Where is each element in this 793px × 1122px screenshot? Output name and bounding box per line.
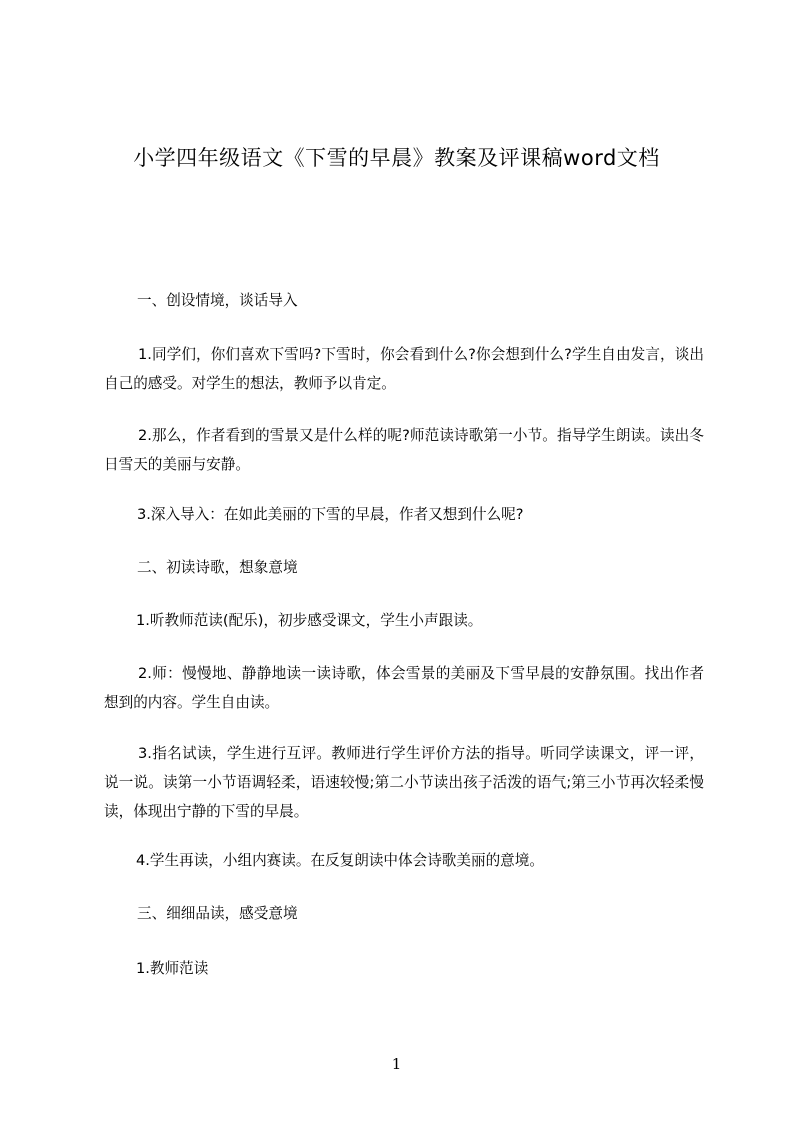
- paragraph-5: 2.师：慢慢地、静静地读一读诗歌，体会雪景的美丽及下雪早晨的安静氛围。找出作者想到的内容。学生自由读。: [104, 665, 704, 711]
- section-heading-3: 三、细细品读，感受意境: [137, 905, 298, 922]
- paragraph-7: 4.学生再读，小组内赛读。在反复朗读中体会诗歌美丽的意境。: [136, 852, 544, 869]
- paragraph-3: 3.深入导入：在如此美丽的下雪的早晨，作者又想到什么呢?: [137, 506, 524, 523]
- section-heading-1: 一、创设情境，谈话导入: [137, 292, 298, 309]
- page-number: 1: [391, 1055, 402, 1073]
- paragraph-6: 3.指名试读，学生进行互评。教师进行学生评价方法的指导。听同学读课文，评一评，说一说。读第一小节语调轻柔，语速较慢;第二小节读出孩子活泼的语气;第三小节再次轻柔慢读，体现出宁静的下雪的早晨。: [104, 745, 704, 820]
- document-title: 小学四年级语文《下雪的早晨》教案及评课稿word文档: [133, 146, 660, 170]
- section-heading-2: 二、初读诗歌，想象意境: [137, 559, 298, 576]
- paragraph-1: 1.同学们，你们喜欢下雪吗?下雪时，你会看到什么?你会想到什么?学生自由发言，谈出自己的感受。对学生的想法，教师予以肯定。: [104, 346, 704, 392]
- paragraph-4: 1.听教师范读(配乐)，初步感受课文，学生小声跟读。: [136, 612, 483, 629]
- paragraph-2: 2.那么，作者看到的雪景又是什么样的呢?师范读诗歌第一小节。指导学生朗读。读出冬日雪天的美丽与安静。: [104, 427, 704, 473]
- paragraph-8: 1.教师范读: [136, 960, 209, 977]
